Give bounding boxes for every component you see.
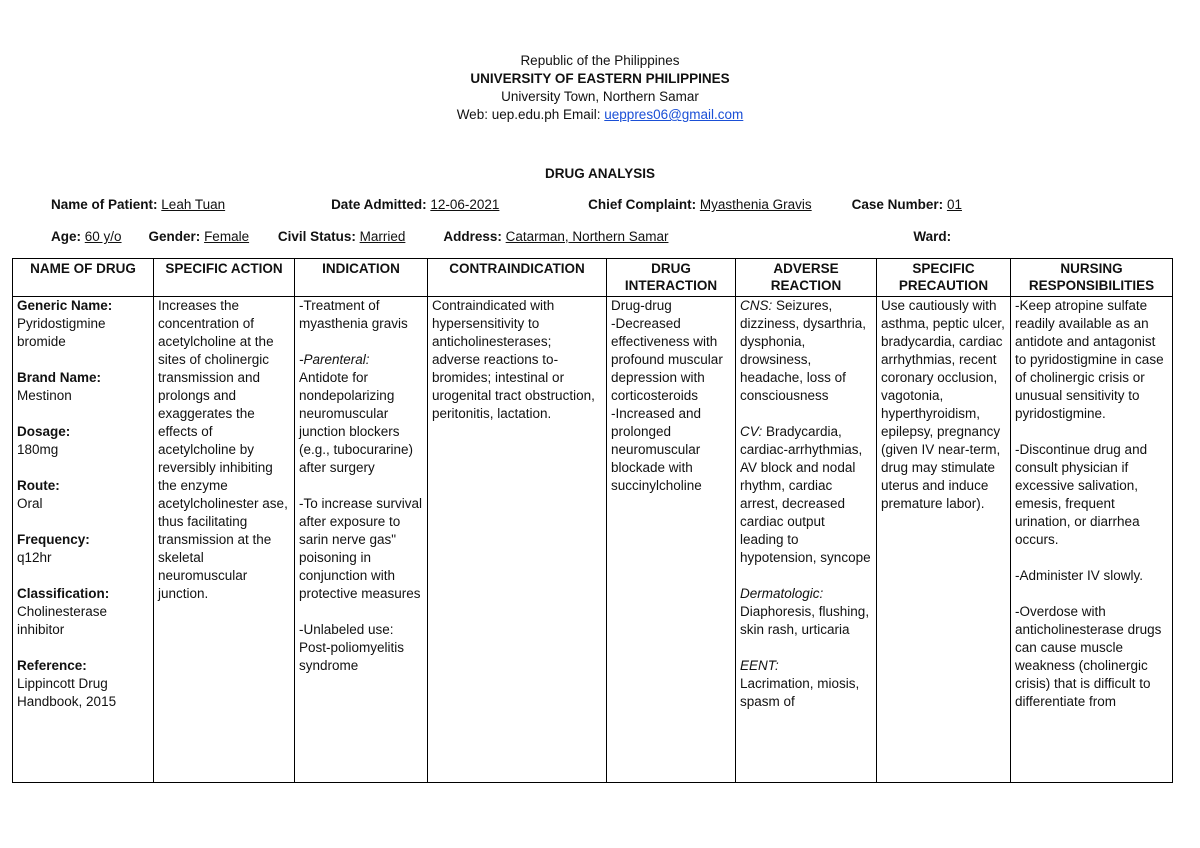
ward-label: Ward: [913, 229, 952, 244]
generic-name-label: Generic Name: [17, 298, 113, 313]
frequency: q12hr [17, 550, 52, 565]
cv-text: Bradycardia, cardiac-arrhythmias, AV block and nodal rhythm, cardiac arrest, decreased cardiac output leading to hypotension, syncope [740, 424, 871, 565]
reference-label: Reference: [17, 658, 87, 673]
case-number-label: Case Number: [851, 197, 944, 212]
brand-name-label: Brand Name: [17, 370, 102, 385]
precaution-text: Use cautiously with asthma, peptic ulcer, bradycardia, cardiac arrhythmias, recent coronary occlusion, vagotonia, hyperthyroidism, epilepsy, pregnancy (given IV near-term, drug may stimulate uterus and induce premature labor). [881, 298, 1005, 511]
cell-adverse-reaction [736, 297, 877, 783]
patient-gender: Female [204, 229, 250, 244]
header-university: UNIVERSITY OF EASTERN PHILIPPINES [470, 71, 730, 86]
nursing-p2: -Discontinue drug and consult physician if excessive salivation, emesis, frequent urination, or diarrhea occurs. [1015, 442, 1148, 547]
cell-drug-interaction [607, 297, 736, 783]
header-name-of-drug: NAME OF DRUG [13, 259, 154, 297]
patient-info-row-2 [51, 229, 951, 244]
header-indication: INDICATION [295, 259, 428, 297]
cell-specific-action [154, 297, 295, 783]
chief-complaint: Myasthenia Gravis [699, 197, 812, 212]
nursing-p3: -Administer IV slowly. [1015, 568, 1144, 583]
age-label: Age: [51, 229, 81, 244]
date-admitted-label: Date Admitted: [331, 197, 427, 212]
civil-status: Married [359, 229, 406, 244]
cell-nursing-responsibilities [1011, 297, 1173, 783]
cell-drug-name [13, 297, 154, 783]
dosage: 180mg [17, 442, 59, 457]
header-specific-action: SPECIFIC ACTION [154, 259, 295, 297]
classification: Cholinesterase inhibitor [17, 604, 108, 637]
patient-info-row-1 [51, 197, 962, 212]
address-label: Address: [443, 229, 502, 244]
patient-age: 60 y/o [84, 229, 122, 244]
dosage-label: Dosage: [17, 424, 71, 439]
name-label: Name of Patient: [51, 197, 158, 212]
cell-contraindication [428, 297, 607, 783]
indication-p4: -Unlabeled use: Post-poliomyelitis syndrome [299, 622, 405, 673]
header-nursing-responsibilities: NURSING RESPONSIBILITIES [1011, 259, 1173, 297]
header-adverse-reaction: ADVERSE REACTION [736, 259, 877, 297]
indication-p2: Antidote for nondepolarizing neuromuscular junction blockers (e.g., tubocurarine) after surgery [299, 370, 414, 475]
header-contact [0, 106, 1200, 124]
patient-address: Catarman, Northern Samar [505, 229, 669, 244]
header-contraindication: CONTRAINDICATION [428, 259, 607, 297]
header-specific-precaution: SPECIFIC PRECAUTION [877, 259, 1011, 297]
nursing-p4: -Overdose with anticholinesterase drugs can cause muscle weakness (cholinergic crisis) that is difficult to differentiate from [1015, 604, 1162, 709]
interaction-p2: -Decreased effectiveness with profound muscular depression with corticosteroids [611, 316, 723, 403]
dermatologic-label: Dermatologic: [740, 586, 824, 601]
classification-label: Classification: [17, 586, 110, 601]
indication-parenteral-label: -Parenteral: [299, 352, 370, 367]
frequency-label: Frequency: [17, 532, 90, 547]
header-drug-interaction: DRUG INTERACTION [607, 259, 736, 297]
drug-analysis-table [12, 258, 1173, 783]
email-link[interactable]: ueppres06@gmail.com [604, 107, 744, 122]
interaction-p3: -Increased and prolonged neuromuscular blockade with succinylcholine [611, 406, 702, 493]
table-row [13, 297, 1173, 783]
cns-label: CNS: [740, 298, 773, 313]
civil-status-label: Civil Status: [277, 229, 356, 244]
header-address: University Town, Northern Samar [501, 89, 699, 104]
brand-name: Mestinon [17, 388, 72, 403]
case-number: 01 [946, 197, 962, 212]
route-label: Route: [17, 478, 60, 493]
interaction-p1: Drug-drug [611, 298, 672, 313]
eent-label: EENT: [740, 658, 779, 673]
cell-specific-precaution [877, 297, 1011, 783]
document-title: DRUG ANALYSIS [544, 166, 656, 181]
dermatologic-text: Diaphoresis, flushing, skin rash, urticaria [740, 604, 870, 637]
chief-complaint-label: Chief Complaint: [588, 197, 697, 212]
patient-name: Leah Tuan [161, 197, 226, 212]
indication-p3: -To increase survival after exposure to sarin nerve gas" poisoning in conjunction with protective measures [299, 496, 423, 601]
generic-name: Pyridostigmine bromide [17, 316, 106, 349]
route: Oral [17, 496, 43, 511]
nursing-p1: -Keep atropine sulfate readily available as an antidote and antagonist to pyridostigmine in case of cholinergic crisis or unusual sensitivity to pyridostigmine. [1015, 298, 1164, 421]
reference: Lippincott Drug Handbook, 2015 [17, 676, 117, 709]
header-web-text: Web: uep.edu.ph Email: [456, 107, 605, 122]
cns-text: Seizures, dizziness, dysarthria, dysphonia, drowsiness, headache, loss of consciousness [740, 298, 867, 403]
contraindication-text: Contraindicated with hypersensitivity to anticholinesterases; adverse reactions to-bromides; intestinal or urogenital tract obstruction, peritonitis, lactation. [432, 298, 595, 421]
cell-indication [295, 297, 428, 783]
table-header-row [13, 259, 1173, 297]
eent-text: Lacrimation, miosis, spasm of [740, 676, 860, 709]
indication-p1: -Treatment of myasthenia gravis [299, 298, 408, 331]
header-republic: Republic of the Philippines [520, 53, 680, 68]
gender-label: Gender: [148, 229, 201, 244]
specific-action-text: Increases the concentration of acetylcholine at the sites of cholinergic transmission and prolongs and exaggerates the effects of acetylcholine by reversibly inhibiting the enzyme acetylcholinester ase, thus facilitating transmission at the skeletal neuromuscular junction. [158, 298, 288, 601]
date-admitted: 12-06-2021 [430, 197, 500, 212]
cv-label: CV: [740, 424, 763, 439]
